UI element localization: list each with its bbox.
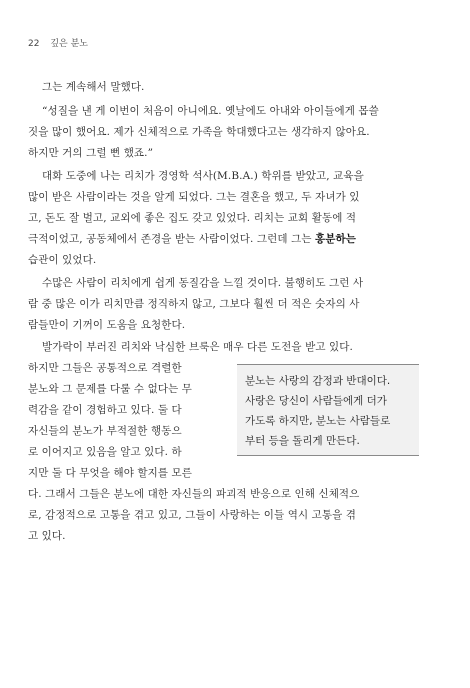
pull-quote-line: 가도록 하지만, 분노는 사람들로 — [245, 415, 391, 427]
paragraph-line: 그는 계속해서 말했다. — [42, 81, 145, 93]
running-header — [28, 36, 88, 49]
paragraph-line: 력감을 같이 경험하고 있다. 둘 다 — [28, 404, 182, 416]
paragraph-line: 분노와 그 문제를 다룰 수 없다는 무 — [28, 383, 193, 395]
pull-quote-line: 분노는 사랑의 감정과 반대이다. — [245, 375, 391, 387]
paragraph-line: 많이 받은 사람이라는 것을 알게 되었다. 그는 결혼을 했고, 두 자녀가 있 — [28, 191, 360, 203]
paragraph-line: 고 있다. — [28, 530, 66, 542]
paragraph-line — [28, 232, 356, 246]
paragraph-line: “성질을 낸 게 이번이 처음이 아니에요. 옛날에도 아내와 아이들에게 몹쓸 — [42, 105, 379, 117]
paragraph-line: 다. 그래서 그들은 분노에 대한 자신들의 파괴적 반응으로 인해 신체적으 — [28, 488, 360, 500]
paragraph-line: 대화 도중에 나는 리치가 경영학 석사(M.B.A.) 학위를 받았고, 교육을 — [42, 170, 364, 182]
line-text: 극적이었고, 공동체에서 존경을 받는 사람이었다. 그런데 그는 — [28, 233, 316, 245]
paragraph-line: 지만 둘 다 무엇을 해야 할지를 모른 — [28, 467, 193, 479]
emphasis-text: 홍분하는 — [315, 233, 356, 245]
paragraph-line: 로 이어지고 있음을 알고 있다. 하 — [28, 446, 182, 458]
paragraph-line: 습관이 있었다. — [28, 254, 97, 266]
paragraph-line: 하지만 거의 그럴 뻔 했죠.” — [28, 147, 154, 159]
paragraph-line: 짓을 많이 했어요. 제가 신체적으로 가족을 학대했다고는 생각하지 않아요. — [28, 126, 370, 138]
pull-quote-line: 부터 등을 돌리게 만든다. — [245, 435, 360, 447]
paragraph-line: 로, 감정적으로 고통을 겪고 있고, 그들이 사랑하는 이들 역시 고통을 겪 — [28, 509, 357, 521]
paragraph-line: 람 중 많은 이가 리치만큼 정직하지 않고, 그보다 훨씬 더 적은 숫자의 사 — [28, 298, 360, 310]
paragraph-line: 자신들의 분노가 부적절한 행동으 — [28, 425, 182, 437]
pull-quote-line: 사랑은 당신이 사람들에게 더가 — [245, 395, 387, 407]
book-title: 깊은 분노 — [50, 39, 88, 49]
page-number: 22 — [28, 39, 40, 49]
pull-quote-box — [237, 364, 419, 456]
paragraph-line: 고, 돈도 잘 벌고, 교외에 좋은 집도 갖고 있었다. 리치는 교회 활동에 적 — [28, 212, 357, 224]
paragraph-line: 람들만이 기꺼이 도움을 요청한다. — [28, 319, 186, 331]
paragraph-line: 수많은 사람이 리치에게 쉽게 동질감을 느낄 것이다. 불행히도 그런 사 — [42, 277, 364, 289]
paragraph-line: 하지만 그들은 공통적으로 격렬한 — [28, 362, 182, 374]
paragraph-line: 발가락이 부러진 리치와 낙심한 브룩은 매우 다른 도전을 받고 있다. — [42, 341, 353, 353]
